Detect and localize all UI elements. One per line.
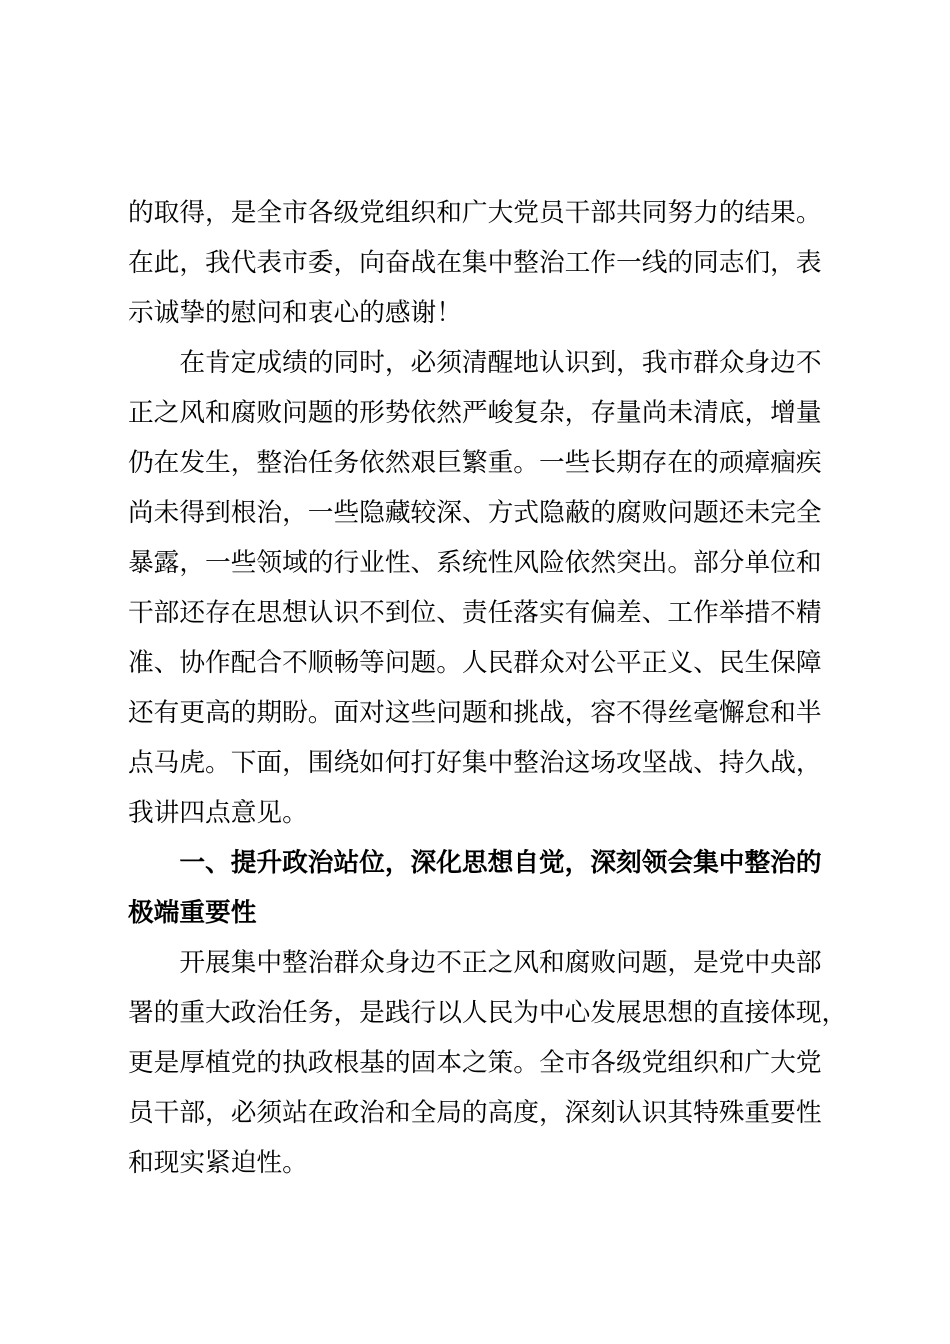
paragraph-line: 在肯定成绩的同时，必须清醒地认识到，我市群众身边不 xyxy=(128,348,822,378)
paragraph-line: 仍在发生，整治任务依然艰巨繁重。一些长期存在的顽瘴痼疾 xyxy=(128,448,822,478)
paragraph-line: 我讲四点意见。 xyxy=(128,798,308,828)
paragraph-line: 员干部，必须站在政治和全局的高度，深刻认识其特殊重要性 xyxy=(128,1098,822,1128)
paragraph-line: 正之风和腐败问题的形势依然严峻复杂，存量尚未清底，增量 xyxy=(128,398,822,428)
paragraph-line: 的取得，是全市各级党组织和广大党员干部共同努力的结果。 xyxy=(128,198,822,228)
paragraph-line: 在此，我代表市委，向奋战在集中整治工作一线的同志们，表 xyxy=(128,248,822,278)
paragraph-line: 点马虎。下面，围绕如何打好集中整治这场攻坚战、持久战， xyxy=(128,748,822,778)
paragraph-line: 暴露，一些领域的行业性、系统性风险依然突出。部分单位和 xyxy=(128,548,822,578)
document-page xyxy=(128,188,848,1188)
paragraph-line: 署的重大政治任务，是践行以人民为中心发展思想的直接体现， xyxy=(128,998,848,1028)
paragraph-line: 准、协作配合不顺畅等问题。人民群众对公平正义、民生保障 xyxy=(128,648,822,678)
paragraph-line: 干部还存在思想认识不到位、责任落实有偏差、工作举措不精 xyxy=(128,598,822,628)
paragraph-line: 尚未得到根治，一些隐藏较深、方式隐蔽的腐败问题还未完全 xyxy=(128,498,822,528)
section-heading-line: 一、提升政治站位，深化思想自觉，深刻领会集中整治的 xyxy=(128,848,822,878)
paragraph-line: 更是厚植党的执政根基的固本之策。全市各级党组织和广大党 xyxy=(128,1048,822,1078)
paragraph-line: 示诚挚的慰问和衷心的感谢！ xyxy=(128,298,462,328)
paragraph-line: 开展集中整治群众身边不正之风和腐败问题，是党中央部 xyxy=(128,948,822,978)
paragraph-line: 还有更高的期盼。面对这些问题和挑战，容不得丝毫懈怠和半 xyxy=(128,698,822,728)
paragraph-line: 和现实紧迫性。 xyxy=(128,1148,308,1178)
section-heading-line: 极端重要性 xyxy=(128,898,257,928)
